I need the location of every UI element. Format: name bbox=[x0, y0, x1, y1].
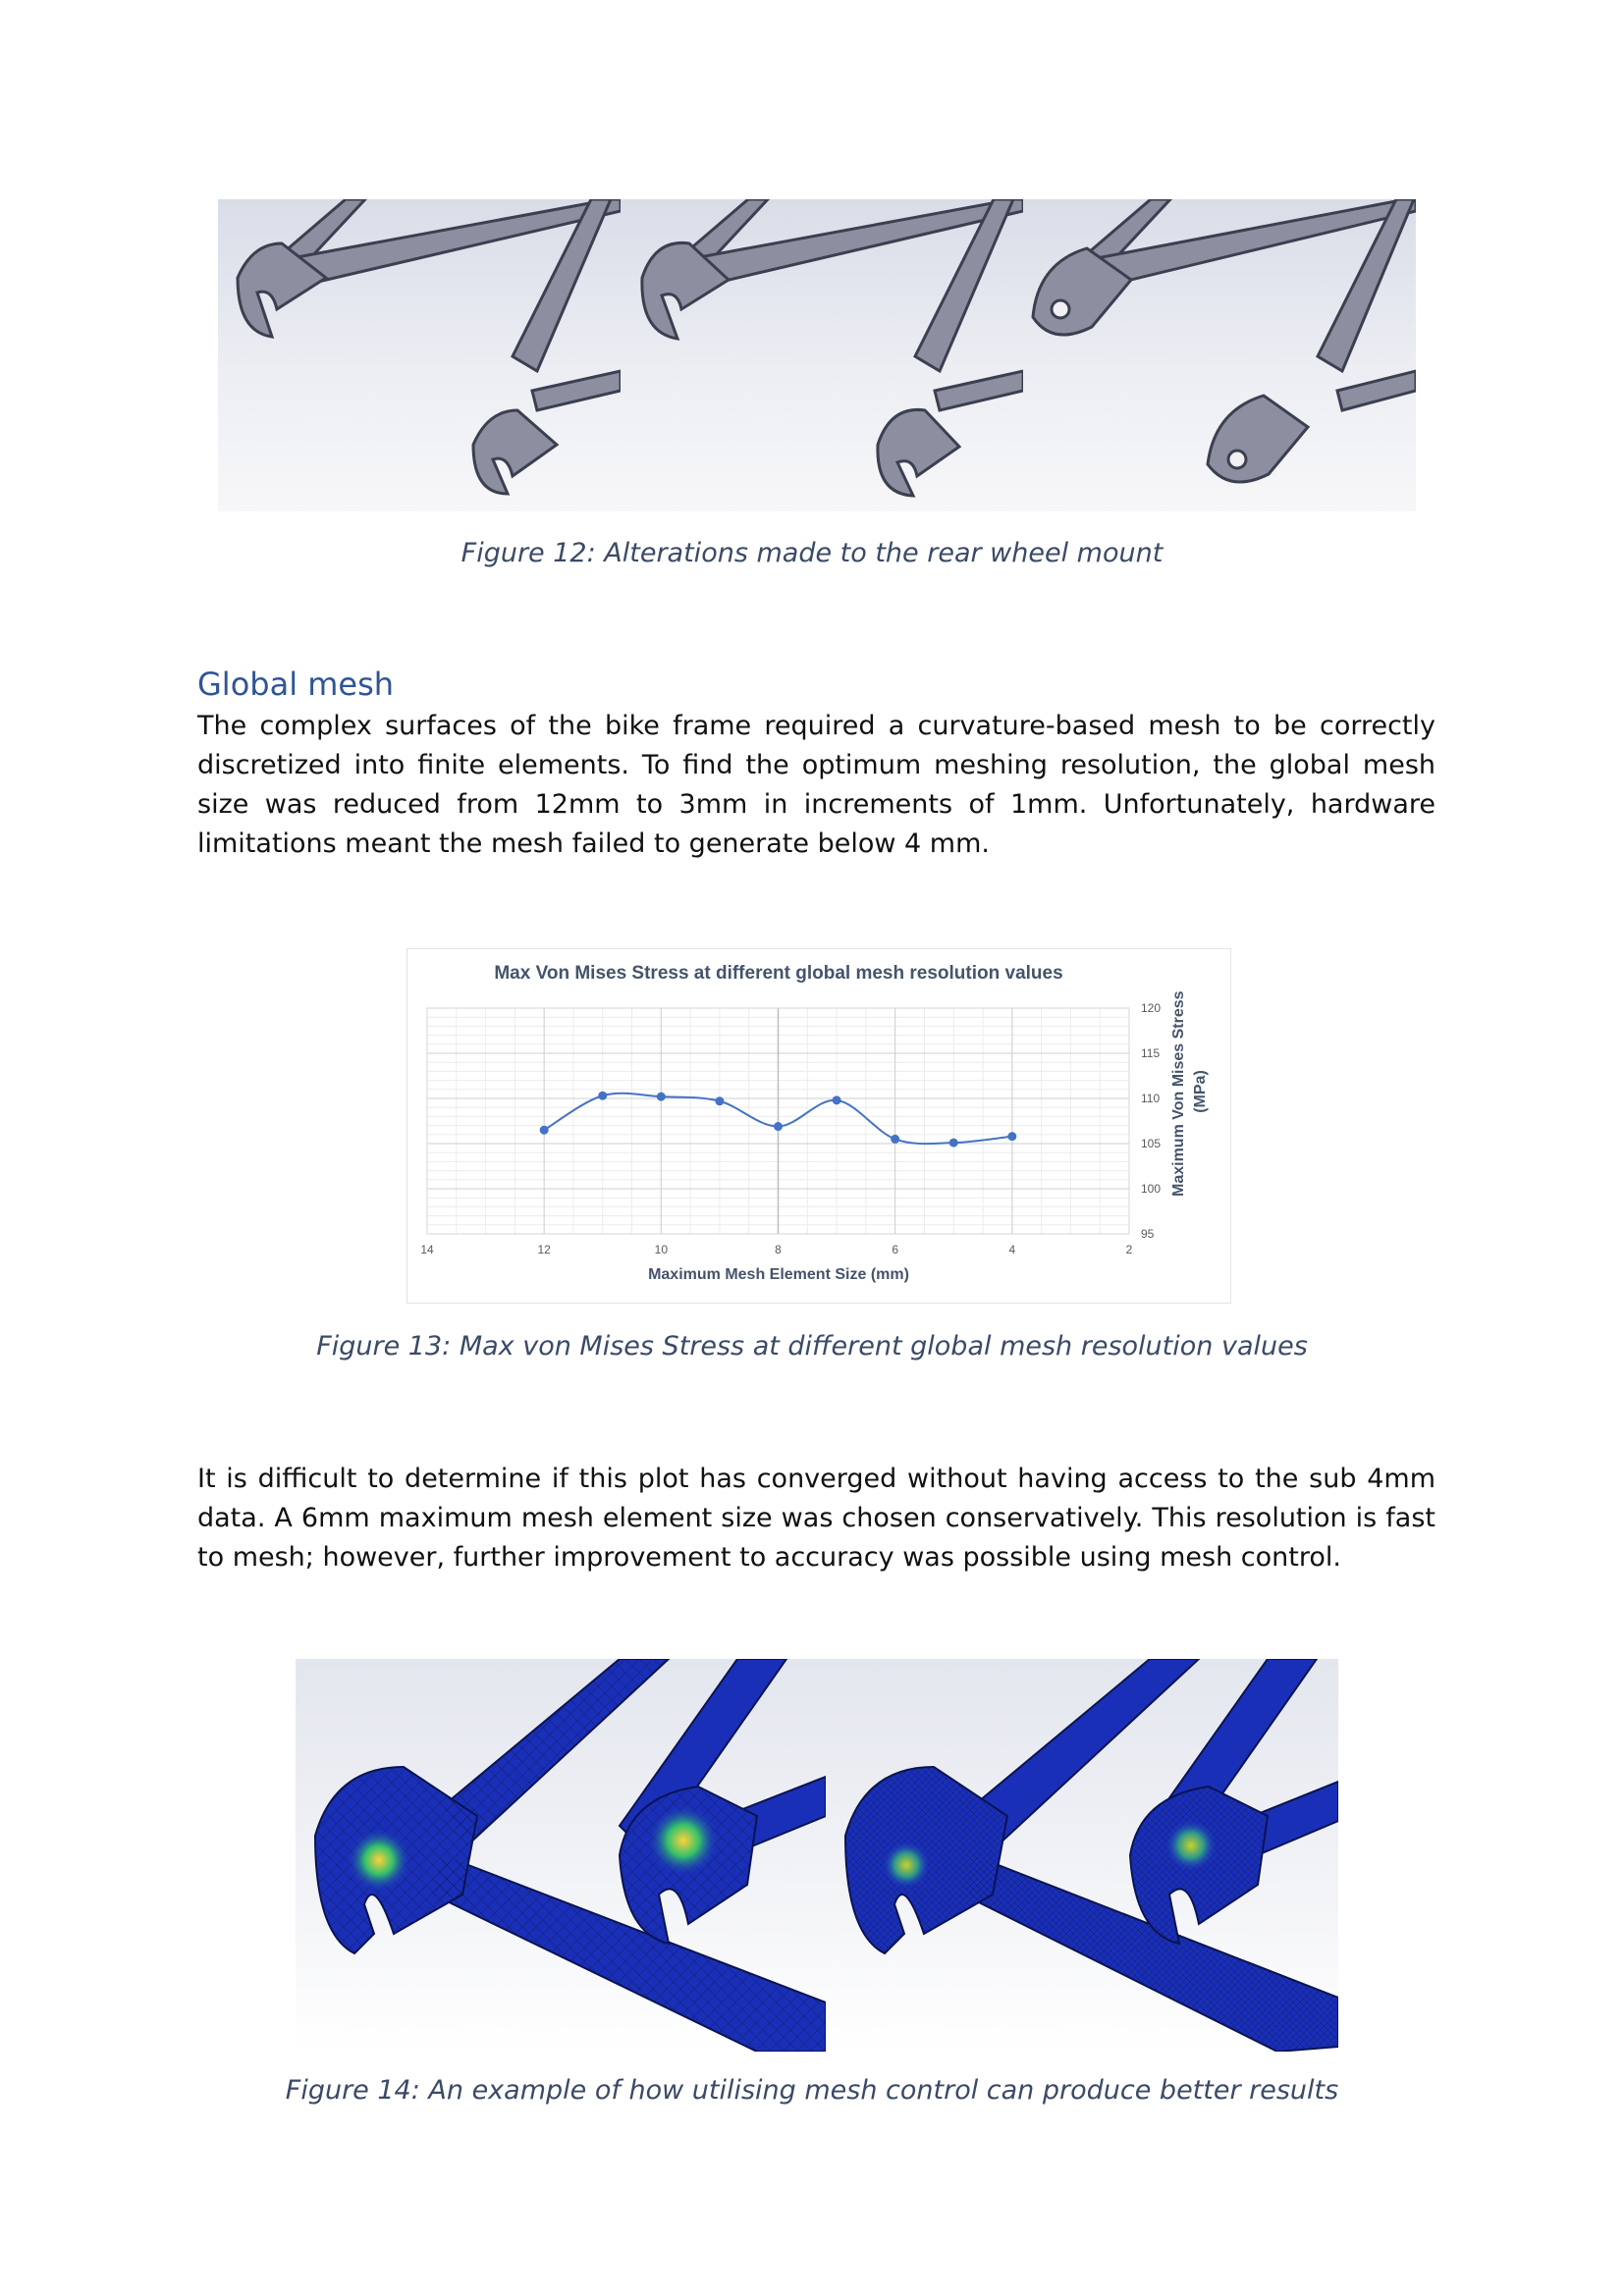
data-point bbox=[774, 1122, 783, 1131]
x-tick-label: 14 bbox=[420, 1243, 434, 1256]
stress-chart bbox=[406, 948, 1231, 1304]
x-axis-label: Maximum Mesh Element Size (mm) bbox=[648, 1266, 909, 1283]
paragraph-convergence: It is difficult to determine if this plot has converged without having access to the sub 4mm data. A 6mm maximum mesh element size was chosen conservatively. This resolution is fast to mesh; however, further improvement to accuracy was possible using mesh control. bbox=[197, 1464, 1435, 1573]
chart-ticks bbox=[420, 1001, 1161, 1256]
x-tick-label: 4 bbox=[1008, 1243, 1016, 1256]
data-point bbox=[657, 1093, 666, 1101]
data-point bbox=[833, 1095, 841, 1104]
data-point bbox=[598, 1092, 607, 1100]
y-tick-label: 110 bbox=[1141, 1092, 1161, 1105]
figure14-image-left bbox=[296, 1659, 826, 2052]
data-point bbox=[540, 1126, 549, 1135]
figure12-caption: Figure 12: Alterations made to the rear wheel mount bbox=[460, 538, 1164, 568]
chart-grid bbox=[427, 1008, 1129, 1234]
figure12-image-right bbox=[1023, 199, 1416, 511]
data-point bbox=[891, 1135, 899, 1144]
figure12-image-left bbox=[218, 199, 621, 511]
y-tick-label: 115 bbox=[1141, 1046, 1161, 1060]
y-tick-label: 105 bbox=[1141, 1137, 1162, 1150]
x-tick-label: 6 bbox=[892, 1243, 899, 1256]
chart-svg bbox=[407, 949, 1230, 1303]
y-tick-label: 120 bbox=[1141, 1001, 1162, 1015]
x-tick-label: 2 bbox=[1125, 1243, 1133, 1256]
chart-title: Max Von Mises Stress at different global mesh resolution values bbox=[494, 963, 1063, 984]
y-axis-label: Maximum Von Mises Stress (MPa) bbox=[1170, 990, 1209, 1198]
figure13-caption: Figure 13: Max von Mises Stress at different global mesh resolution values bbox=[316, 1331, 1308, 1362]
figure14-image-right bbox=[826, 1659, 1338, 2052]
data-point bbox=[1007, 1132, 1016, 1141]
x-tick-label: 8 bbox=[775, 1243, 782, 1256]
data-point bbox=[949, 1139, 958, 1148]
y-tick-label: 100 bbox=[1141, 1182, 1162, 1196]
x-tick-label: 12 bbox=[537, 1243, 551, 1256]
data-point bbox=[715, 1096, 724, 1105]
figure14-caption: Figure 14: An example of how utilising mesh control can produce better results bbox=[285, 2075, 1339, 2106]
x-tick-label: 10 bbox=[654, 1243, 669, 1256]
section-heading: Global mesh bbox=[197, 666, 395, 703]
y-tick-label: 95 bbox=[1141, 1227, 1155, 1241]
paragraph-global-mesh: The complex surfaces of the bike frame required a curvature-based mesh to be correctly discretized into finite elements. To find the optimum meshing resolution, the global mesh size was reduced from 12mm to 3mm in increments of 1mm. Unfortunately, hardware limitations meant the mesh failed to generate below 4 mm. bbox=[197, 711, 1435, 859]
figure12-image-middle bbox=[621, 199, 1023, 511]
